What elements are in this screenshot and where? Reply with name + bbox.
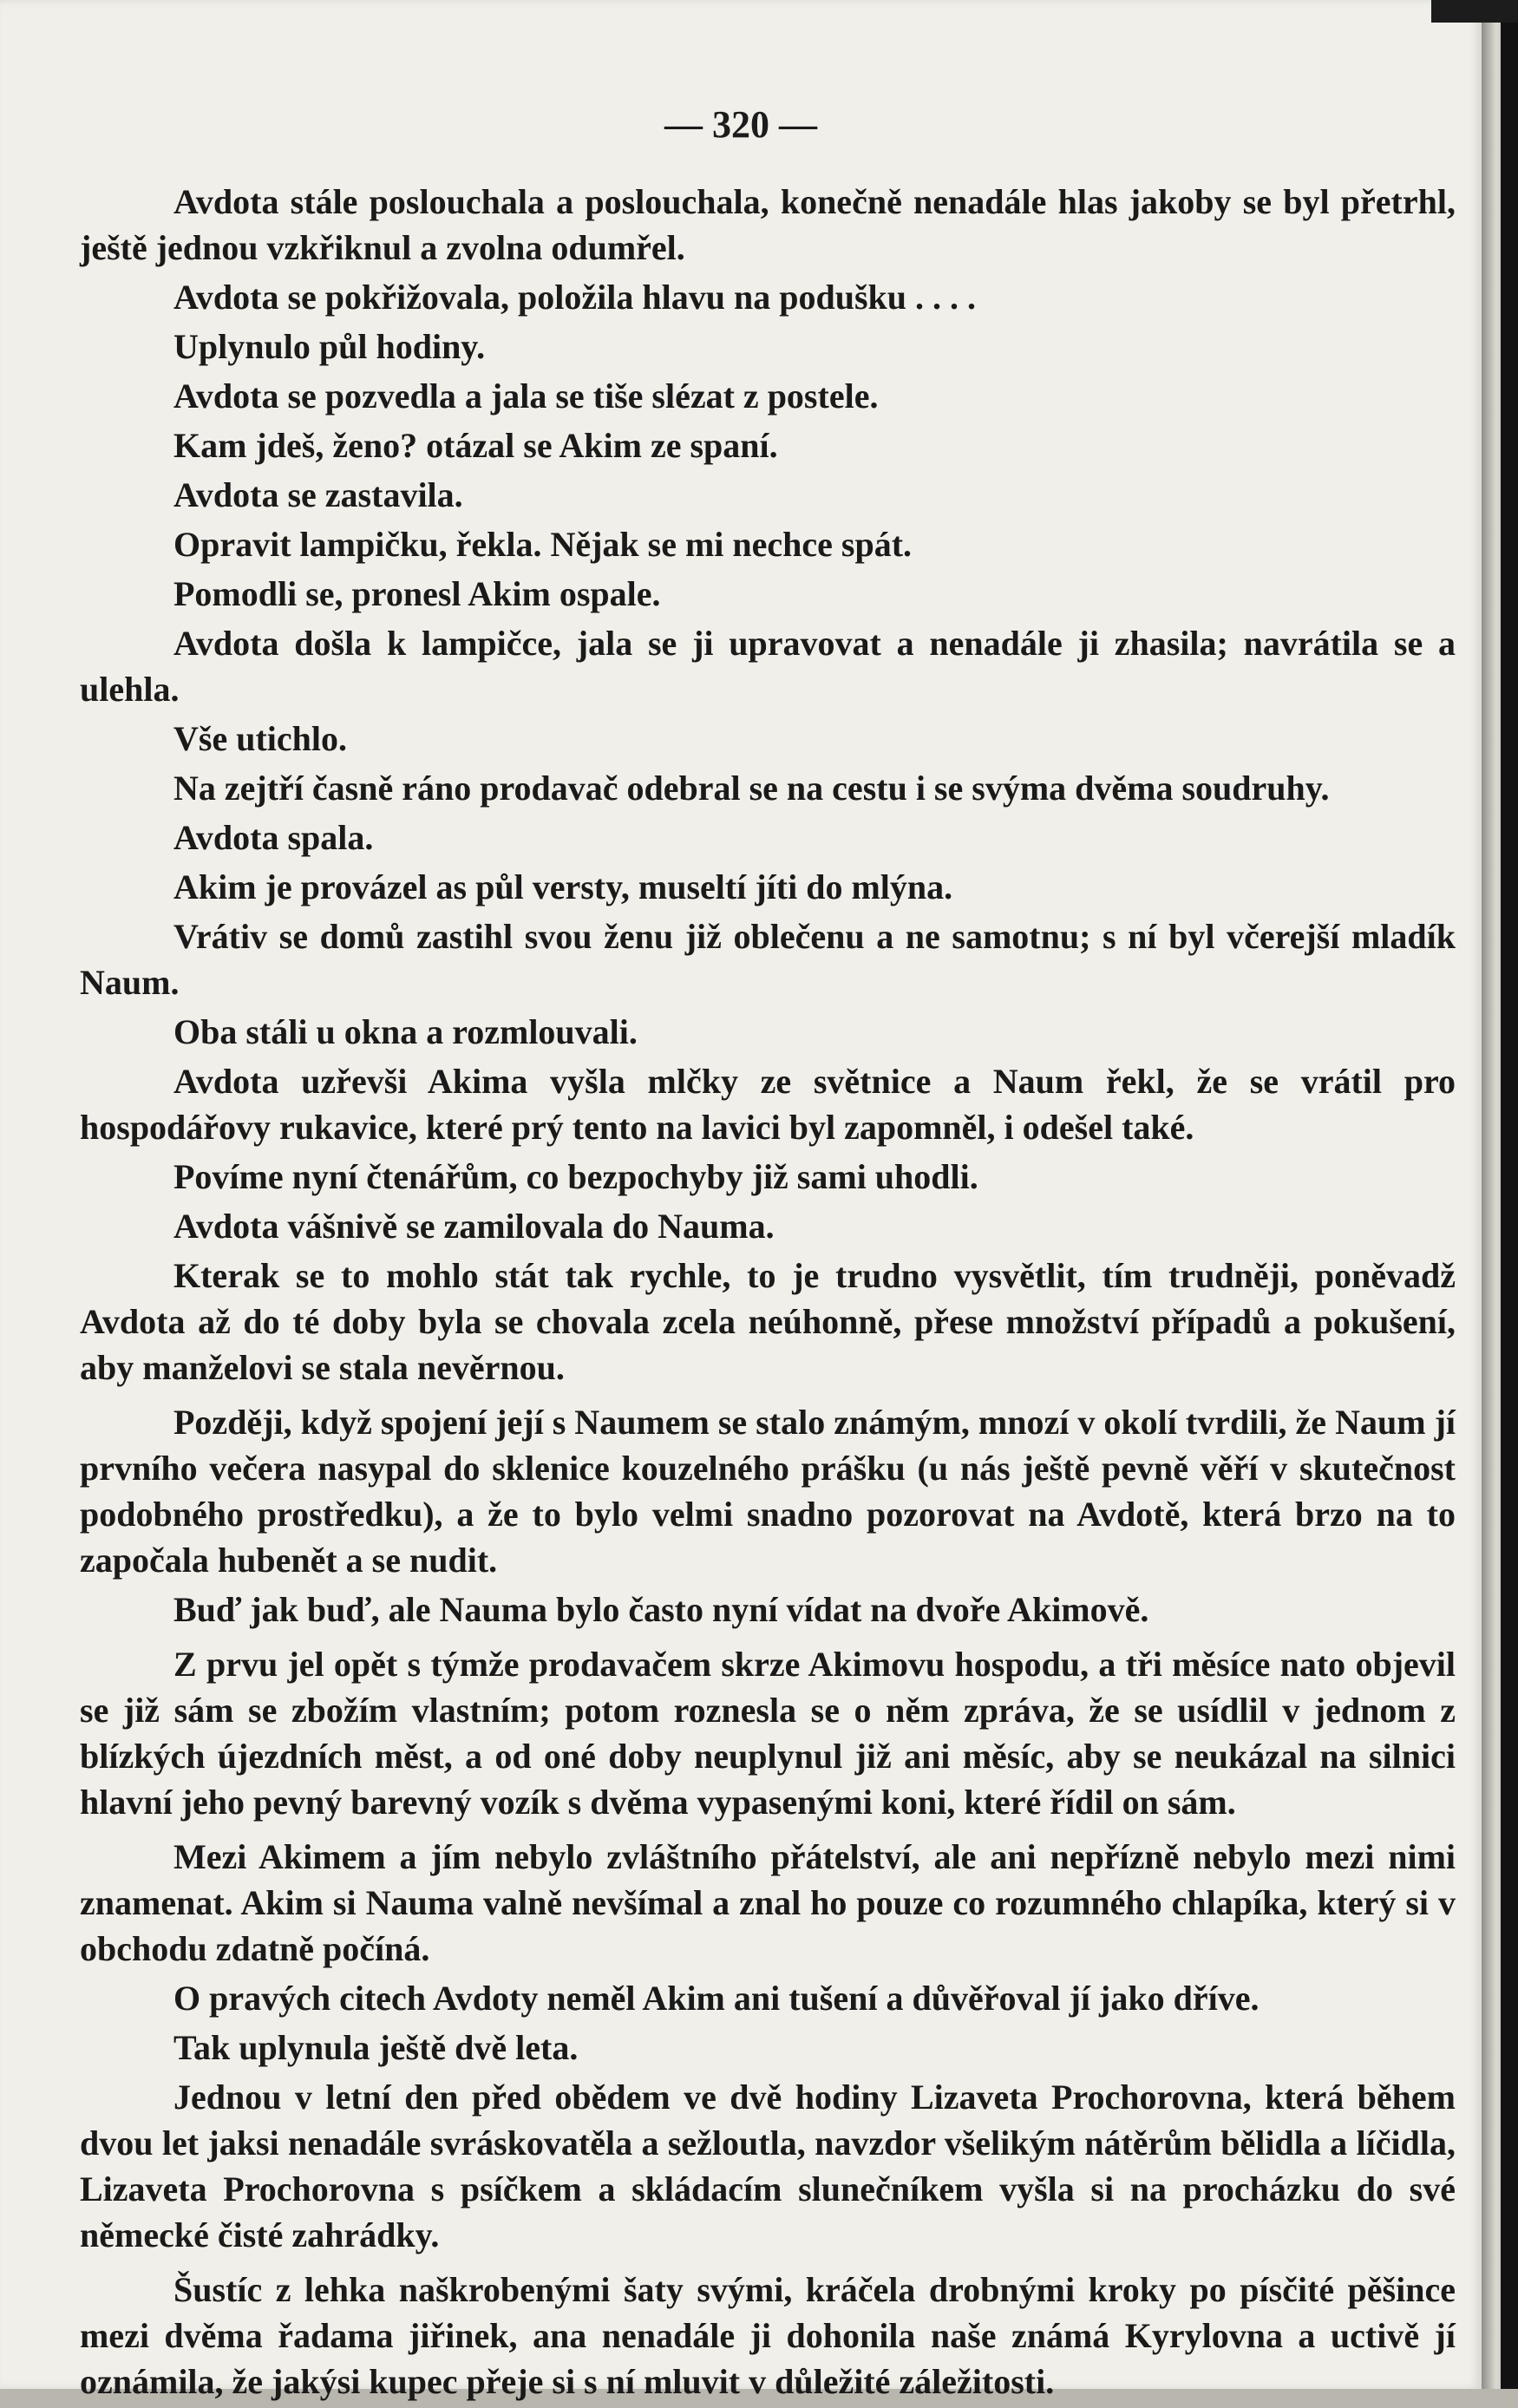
paragraph: Avdota došla k lampičce, jala se ji upravovat a nenadále ji zhasila; navrátila se a ulehla. — [80, 624, 1456, 709]
paragraph: Kterak se to mohlo stát tak rychle, to je trudno vysvětlit, tím trudněji, poněvadž Avdota až do té doby byla se chovala zcela neúhonně, přese množství případů a pokušení, aby manželovi se stala nevěrnou. — [80, 1256, 1456, 1387]
paragraph: Avdota uzřevši Akima vyšla mlčky ze světnice a Naum řekl, že se vrátil pro hospodářovy rukavice, které prý tento na lavici byl zapomněl, i odešel také. — [80, 1062, 1456, 1147]
paragraph: Kam jdeš, ženo? otázal se Akim ze spaní. — [173, 426, 778, 465]
paragraph: Vše utichlo. — [173, 719, 347, 758]
paragraph: Avdota stále poslouchala a poslouchala, konečně nenadále hlas jakoby se byl přetrhl, ještě jednou vzkřiknul a zvolna odumřel. — [80, 182, 1456, 267]
body-text — [80, 179, 1456, 2408]
scan-border — [1501, 0, 1518, 2389]
paragraph: Mezi Akimem a jím nebylo zvláštního přátelství, ale ani nepřízně nebylo mezi nimi znamenat. Akim si Nauma valně nevšímal a znal ho pouze co rozumného chlapíka, který si v obchodu zdatně počíná. — [80, 1837, 1456, 1968]
paragraph: Z prvu jel opět s týmže prodavačem skrze Akimovu hospodu, a tři měsíce nato objevil se již sám se zbožím vlastním; potom roznesla se o něm zpráva, že se usídlil v jednom z blízkých újezdních měst, a od oné doby neuplynul již ani měsíc, aby se neukázal na silnici hlavní jeho pevný barevný vozík s dvěma vypasenými koni, které řídil on sám. — [80, 1645, 1456, 1822]
paragraph: Avdota se pokřižovala, položila hlavu na podušku . . . . — [173, 278, 977, 317]
paragraph: Jednou v letní den před obědem ve dvě hodiny Lizaveta Prochorovna, která během dvou let jaksi nenadále svráskovatěla a sežloutla, navzdor všelikým nátěrům bělidla a líčidla, Lizaveta Prochorovna s psíčkem a skládacím slunečníkem vyšla si na procházku do své německé čisté zahrádky. — [80, 2078, 1456, 2254]
paragraph: Později, když spojení její s Naumem se stalo známým, mnozí v okolí tvrdili, že Naum jí prvního večera nasypal do sklenice kouzelného prášku (u nás ještě pevně věří v skutečnost podobného prostředku), a že to bylo velmi snadno pozorovat na Avdotě, která brzo na to započala hubenět a se nudit. — [80, 1403, 1456, 1580]
paragraph: O pravých citech Avdoty neměl Akim ani tušení a důvěřoval jí jako dříve. — [173, 1979, 1260, 2018]
paragraph: Tak uplynula ještě dvě leta. — [173, 2028, 579, 2067]
paragraph: Akim je provázel as půl versty, museltí jíti do mlýna. — [173, 867, 953, 906]
paragraph: Opravit lampičku, řekla. Nějak se mi nechce spát. — [173, 525, 913, 564]
scan-corner — [1431, 0, 1518, 23]
paragraph: Avdota vášnivě se zamilovala do Nauma. — [173, 1207, 775, 1246]
paragraph: Pomodli se, pronesl Akim ospale. — [173, 574, 661, 613]
paragraph: Uplynulo půl hodiny. — [173, 327, 486, 366]
paragraph: Povíme nyní čtenářům, co bezpochyby již sami uhodli. — [173, 1157, 978, 1196]
paragraph: Buď jak buď, ale Nauma bylo často nyní vídat na dvoře Akimově. — [173, 1590, 1149, 1629]
paragraph: Avdota se pozvedla a jala se tiše slézat z postele. — [173, 376, 879, 416]
page-number: — 320 — — [664, 103, 817, 146]
paragraph: Avdota spala. — [173, 818, 374, 857]
paragraph: Šustíc z lehka naškrobenými šaty svými, kráčela drobnými kroky po písčité pěšince mezi dvěma řadama jiřinek, ana nenadále ji dohonila naše známá Kyrylovna a uctivě jí oznámila, že jakýsi kupec přeje si s ní mluvit v důležité záležitosti. — [80, 2270, 1456, 2401]
paragraph: Oba stáli u okna a rozmlouvali. — [173, 1012, 638, 1051]
paragraph: Avdota se zastavila. — [173, 475, 463, 514]
paragraph: Na zejtří časně ráno prodavač odebral se na cestu i se svýma dvěma soudruhy. — [173, 769, 1330, 808]
paragraph: Vrátiv se domů zastihl svou ženu již oblečenu a ne samotnu; s ní byl včerejší mladík Naum. — [80, 917, 1456, 1002]
